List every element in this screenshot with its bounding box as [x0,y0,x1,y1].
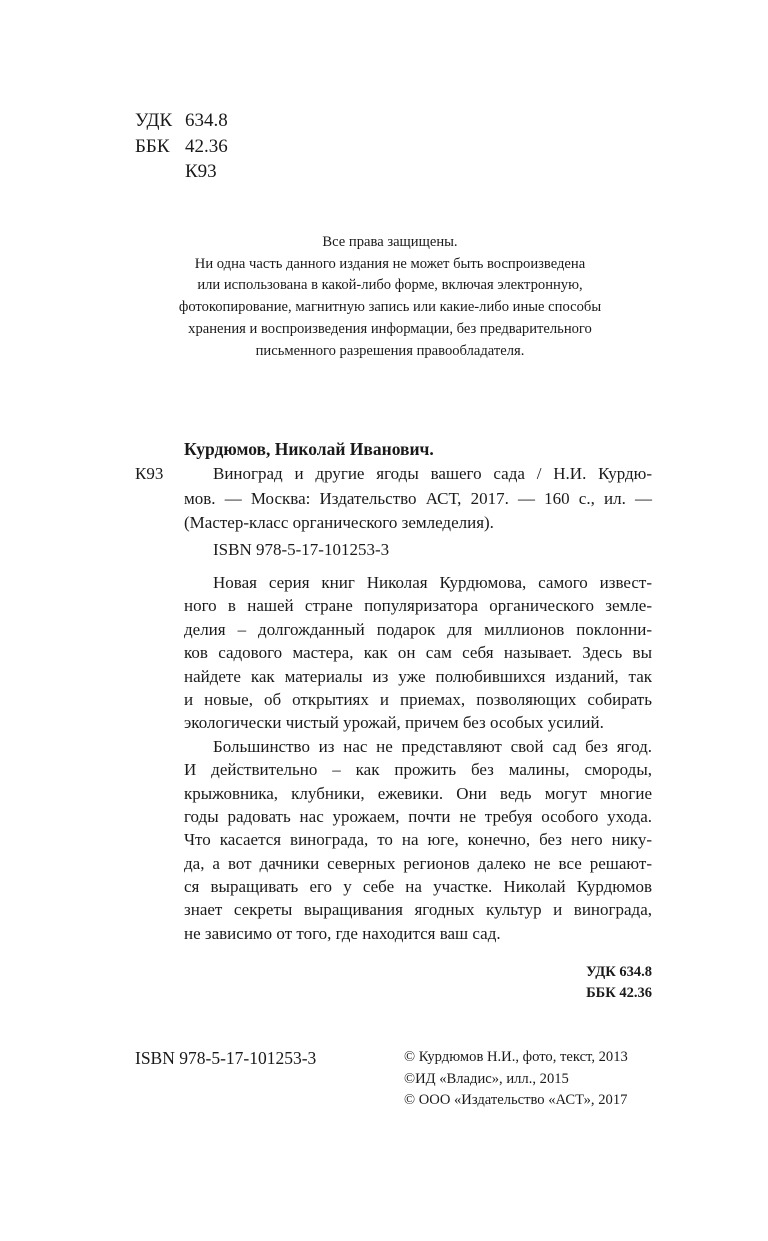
bibliographic-description [184,462,652,536]
classification-codes-bottom [552,962,652,1004]
rights-line: письменного разрешения правообладателя. [255,342,525,359]
rights-line: хранения и воспроизведения информации, без предварительного [188,320,592,337]
bbk-value: 42.36 [185,135,228,157]
rights-line: фотокопирование, магнитную запись или какие-либо иные способы [178,299,602,316]
annotation-line: экологически чистый урожай, причем без особых усилий. [184,713,604,733]
annotation-line: делия – долгожданный подарок для миллионов поклонни- [184,619,652,639]
udk-code: УДК 634.8 [586,964,652,980]
udk-label: УДК [135,110,173,131]
annotation-line: ков садового мастера, как он сам себя называет. Здесь вы [184,643,652,663]
bbk-label: ББК [135,135,170,157]
annotation-line: найдете как материалы из уже полюбившихся изданий, так [184,666,652,686]
copyright-line: © ООО «Издательство «АСТ», 2017 [404,1092,628,1108]
rights-line: Все права защищены. [322,234,458,250]
biblio-line: (Мастер-класс органического земледелия). [184,513,494,532]
udk-value: 634.8 [185,110,228,131]
annotation-line: знает секреты выращивания ягодных культур и винограда, [184,900,652,920]
author-sign: К93 [185,161,217,182]
rights-line: Ни одна часть данного издания не может быть воспроизведена [194,255,586,272]
annotation-line: ного в нашей стране популяризатора органического земле- [184,596,652,616]
annotation-line: и новые, об открытиях и приемах, позволяющих собирать [184,689,652,709]
annotation [184,571,652,945]
udk-row [135,108,228,134]
annotation-line: Новая серия книг Николая Курдюмова, самого извест- [213,573,652,592]
bbk-code: ББК 42.36 [586,985,652,1001]
isbn-footer: ISBN 978-5-17-101253-3 [135,1048,317,1068]
author-sign-margin: К93 [135,464,164,483]
isbn-record: ISBN 978-5-17-101253-3 [213,540,390,559]
annotation-line: Что касается винограда, то на юге, конечно, без него нику- [184,830,652,850]
copyright-line: ©ИД «Владис», илл., 2015 [404,1070,569,1087]
annotation-line: не зависимо от того, где находится ваш сад. [184,923,501,943]
bbk-row [135,134,228,160]
copyright-block [404,1047,628,1112]
annotation-line: годы радовать нас урожаем, почти не требуя особого ухода. [184,806,652,826]
annotation-line: И действительно – как прожить без малины, смороды, [184,760,652,780]
annotation-line: ся выращивать его у себе на участке. Николай Курдюмов [184,877,652,897]
rights-notice [150,232,630,362]
annotation-line: Большинство из нас не представляют свой сад без ягод. [213,736,652,756]
biblio-line: Виноград и другие ягоды вашего сада / Н.И. Курдю- [213,464,652,483]
classification-block [135,108,228,185]
rights-line: или использована в какой-либо форме, включая электронную, [197,277,583,294]
annotation-line: да, а вот дачники северных регионов далеко не все решают- [184,853,652,873]
biblio-line: мов. — Москва: Издательство АСТ, 2017. — 160 с., ил. — [184,488,652,508]
author-heading: Курдюмов, Николай Иванович. [184,439,434,459]
copyright-line: © Курдюмов Н.И., фото, текст, 2013 [404,1049,628,1065]
author-sign-row [135,159,228,185]
annotation-line: крыжовника, клубники, ежевики. Они ведь могут многие [184,783,652,803]
